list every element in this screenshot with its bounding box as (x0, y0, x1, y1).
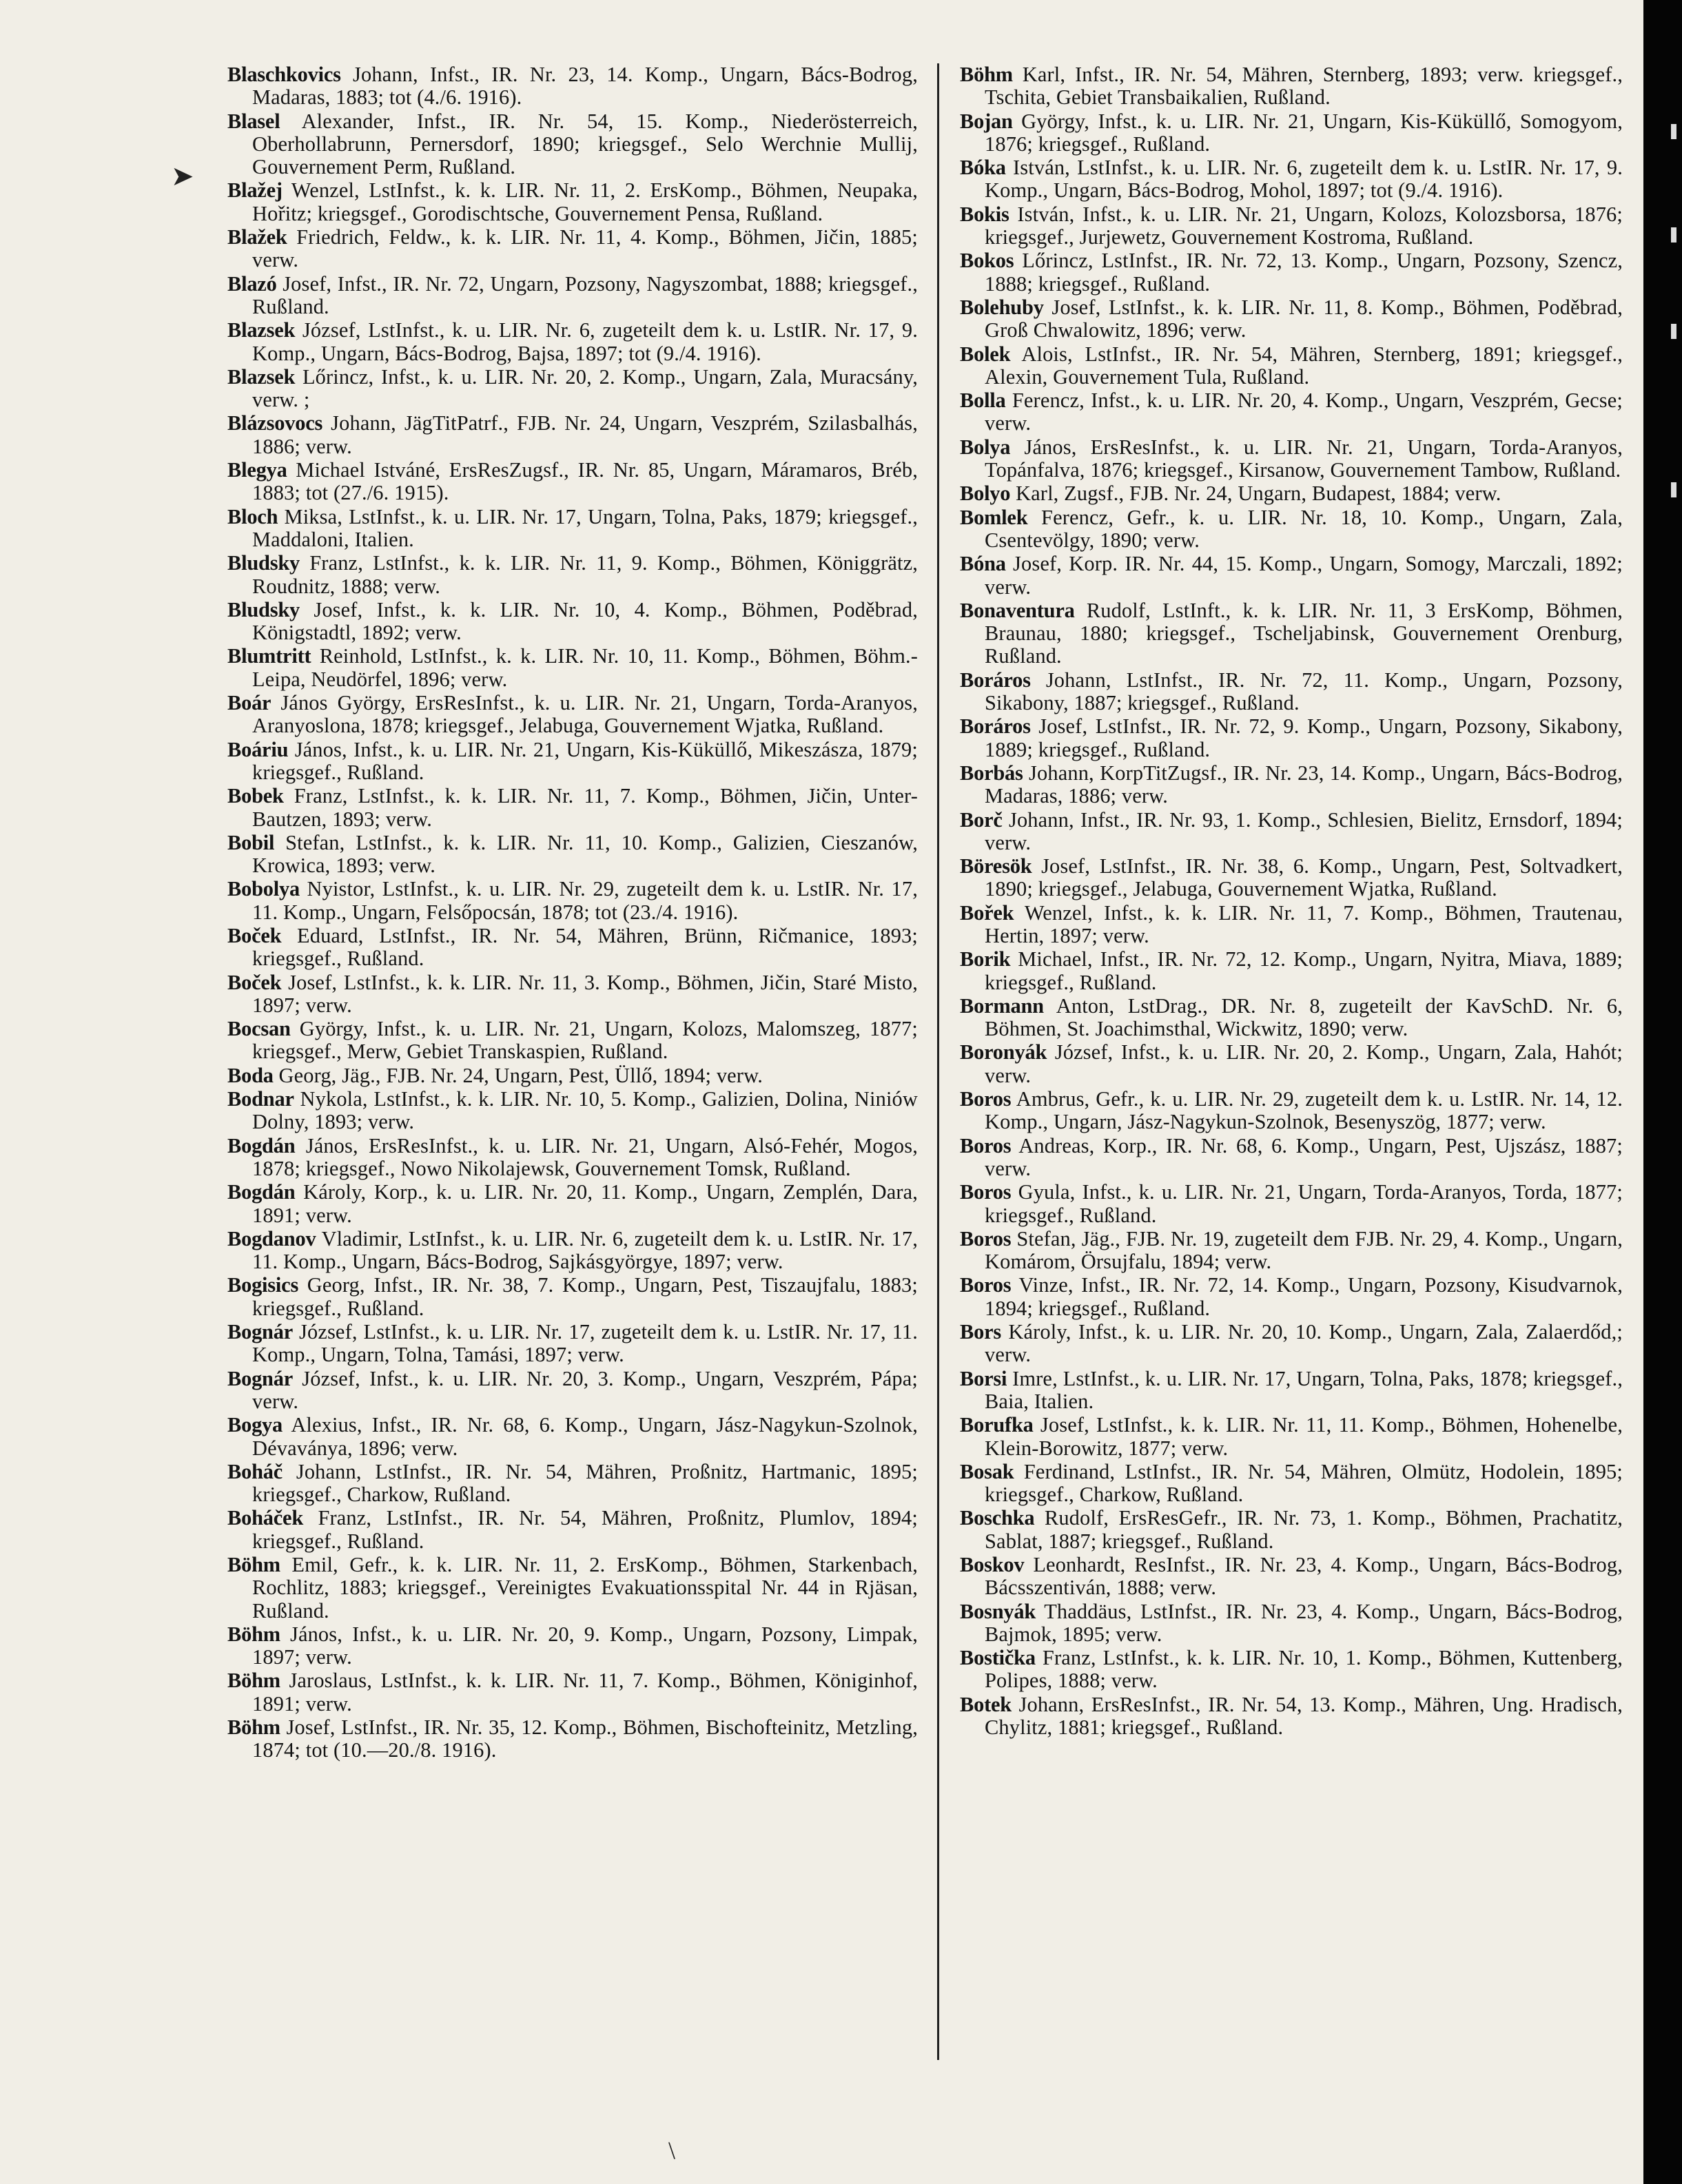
entry-details: Johann, JägTitPatrf., FJB. Nr. 24, Ungarn, Veszprém, Szilasbalhás, 1886; verw. (252, 411, 918, 458)
register-entry (960, 902, 1623, 948)
register-entry (960, 599, 1623, 668)
entry-details: Jaroslaus, LstInfst., k. k. LIR. Nr. 11, 7. Komp., Böhmen, Königinhof, 1891; verw. (252, 1669, 918, 1716)
register-entry (960, 1321, 1623, 1367)
register-entry (227, 785, 918, 831)
left-column (227, 63, 918, 1763)
entry-details: Reinhold, LstInfst., k. k. LIR. Nr. 10, 11. Komp., Böhmen, Böhm.-Leipa, Neudörfel, 1896; verw. (252, 644, 918, 691)
entry-surname: Blazsek (227, 318, 296, 342)
entry-details: János, Infst., k. u. LIR. Nr. 21, Ungarn, Kis-Küküllő, Mikeszásza, 1879; kriegsgef., Rußland. (252, 737, 918, 784)
entry-surname: Blažej (227, 178, 283, 203)
register-entry (960, 995, 1623, 1041)
entry-details: Karl, Infst., IR. Nr. 54, Mähren, Sternberg, 1893; verw. kriegsgef., Tschita, Gebiet Transbaikalien, Rußland. (985, 63, 1623, 110)
entry-details: Alexius, Infst., IR. Nr. 68, 6. Komp., Ungarn, Jász-Nagykun-Szolnok, Dévaványa, 1896; verw. (252, 1413, 918, 1460)
register-entry (960, 1228, 1623, 1274)
register-entry (960, 1693, 1623, 1740)
register-entry (960, 1461, 1623, 1507)
entry-details: Johann, KorpTitZugsf., IR. Nr. 23, 14. Komp., Ungarn, Bács-Bodrog, Madaras, 1886; verw. (985, 761, 1623, 808)
entry-details: Johann, Infst., IR. Nr. 93, 1. Komp., Schlesien, Bielitz, Ernsdorf, 1894; verw. (985, 807, 1623, 854)
entry-details: János, Infst., k. u. LIR. Nr. 20, 9. Komp., Ungarn, Pozsony, Limpak, 1897; verw. (252, 1622, 918, 1669)
entry-surname: Bors (960, 1320, 1001, 1344)
register-entry (960, 855, 1623, 901)
entry-surname: Bořek (960, 900, 1014, 925)
entry-details: István, LstInfst., k. u. LIR. Nr. 6, zugeteilt dem k. u. LstIR. Nr. 17, 9. Komp., Ungarn, Bács-Bodrog, Mohol, 1897; tot (9./4. 1916). (985, 156, 1623, 203)
register-entry (960, 482, 1623, 505)
entry-surname: Boáriu (227, 737, 289, 761)
register-entry (227, 366, 918, 412)
register-entry (960, 715, 1623, 761)
register-entry (960, 343, 1623, 389)
entry-surname: Borbás (960, 761, 1023, 785)
entry-details: Nykola, LstInfst., k. k. LIR. Nr. 10, 5. Komp., Galizien, Dolina, Niniów Dolny, 1893; verw. (252, 1087, 918, 1134)
register-entry (960, 110, 1623, 156)
entry-details: György, Infst., k. u. LIR. Nr. 21, Ungarn, Kis-Küküllő, Somogyom, 1876; kriegsgef., Rußland. (985, 109, 1623, 156)
entry-surname: Bobolya (227, 877, 300, 901)
entry-details: Josef, Infst., IR. Nr. 72, Ungarn, Pozsony, Nagyszombat, 1888; kriegsgef., Rußland. (252, 271, 918, 318)
register-entry (227, 1669, 918, 1716)
entry-details: Josef, Korp. IR. Nr. 44, 15. Komp., Ungarn, Somogy, Marczali, 1892; verw. (985, 552, 1623, 599)
entry-surname: Bonaventura (960, 598, 1075, 622)
entry-surname: Bokis (960, 202, 1009, 226)
register-entry (960, 63, 1623, 110)
entry-details: Emil, Gefr., k. k. LIR. Nr. 11, 2. ErsKomp., Böhmen, Starkenbach, Rochlitz, 1883; kriegsgef., Vereinigtes Evakuationsspital Nr. 44 in Rjäsan, Rußland. (252, 1553, 918, 1622)
entry-surname: Bobek (227, 784, 284, 808)
entry-surname: Boráros (960, 668, 1031, 692)
register-entry (227, 1507, 918, 1553)
register-entry (227, 110, 918, 179)
entry-details: Rudolf, LstInft., k. k. LIR. Nr. 11, 3 ErsKomp, Böhmen, Braunau, 1880; kriegsgef., Tscheljabinsk, Gouvernement Orenburg, Rußland. (985, 598, 1623, 668)
register-entry (960, 1274, 1623, 1320)
entry-details: Ferdinand, LstInfst., IR. Nr. 54, Mähren, Olmütz, Hodolein, 1895; kriegsgef., Charkow, Rußland. (985, 1459, 1623, 1507)
entry-surname: Bognár (227, 1320, 294, 1344)
entry-details: Wenzel, LstInfst., k. k. LIR. Nr. 11, 2. ErsKomp., Böhmen, Neupaka, Hořitz; kriegsgef., Gorodischtsche, Gouvernement Pensa, Rußland. (252, 178, 918, 225)
register-entry (960, 948, 1623, 994)
entry-details: Lőrincz, LstInfst., IR. Nr. 72, 13. Komp., Ungarn, Pozsony, Szencz, 1888; kriegsgef., Rußland. (985, 249, 1623, 296)
register-entry (227, 739, 918, 785)
register-entry (960, 1507, 1623, 1553)
margin-mark-arrow: ➤ (171, 161, 194, 192)
entry-surname: Bolek (960, 342, 1011, 366)
entry-surname: Bomlek (960, 505, 1028, 529)
entry-surname: Bludsky (227, 597, 300, 621)
entry-surname: Bogdán (227, 1133, 296, 1157)
register-entry (227, 599, 918, 645)
register-entry (227, 459, 918, 505)
entry-details: Wenzel, Infst., k. k. LIR. Nr. 11, 7. Komp., Böhmen, Trautenau, Hertin, 1897; verw. (985, 900, 1623, 947)
entry-details: Josef, LstInfst., IR. Nr. 38, 6. Komp., Ungarn, Pest, Soltvadkert, 1890; kriegsgef., Jelabuga, Gouvernement Wjatka, Rußland. (985, 854, 1623, 901)
entry-surname: Bormann (960, 993, 1044, 1018)
entry-surname: Böhm (227, 1553, 280, 1576)
entry-details: Friedrich, Feldw., k. k. LIR. Nr. 11, 4. Komp., Böhmen, Jičin, 1885; verw. (252, 225, 918, 272)
register-entry (960, 249, 1623, 296)
entry-details: Johann, LstInfst., IR. Nr. 72, 11. Komp., Ungarn, Pozsony, Sikabony, 1887; kriegsgef., Rußland. (985, 668, 1623, 715)
register-entry (227, 1018, 918, 1064)
entry-surname: Boros (960, 1087, 1012, 1111)
entry-surname: Bogdanov (227, 1226, 316, 1250)
entry-surname: Bosak (960, 1459, 1014, 1483)
entry-surname: Boschka (960, 1506, 1035, 1530)
register-entry (227, 1368, 918, 1414)
register-entry (960, 389, 1623, 435)
register-entry (960, 553, 1623, 599)
entry-details: Michael Istváné, ErsResZugsf., IR. Nr. 85, Ungarn, Máramaros, Bréb, 1883; tot (27./6. 1915). (252, 458, 918, 505)
entry-surname: Borufka (960, 1413, 1034, 1437)
register-entry (227, 1321, 918, 1367)
entry-surname: Boček (227, 970, 282, 994)
entry-details: Károly, Infst., k. u. LIR. Nr. 20, 10. Komp., Ungarn, Zala, Zalaerdőd,; verw. (985, 1320, 1623, 1367)
entry-surname: Boros (960, 1226, 1012, 1250)
entry-details: György, Infst., k. u. LIR. Nr. 21, Ungarn, Kolozs, Malomszeg, 1877; kriegsgef., Merw, Gebiet Transkaspien, Rußland. (252, 1017, 918, 1064)
entry-details: Eduard, LstInfst., IR. Nr. 54, Mähren, Brünn, Ričmanice, 1893; kriegsgef., Rußland. (252, 923, 918, 971)
entry-surname: Blasel (227, 109, 280, 133)
entry-details: Johann, LstInfst., IR. Nr. 54, Mähren, Proßnitz, Hartmanic, 1895; kriegsgef., Charkow, Rußland. (252, 1459, 918, 1507)
register-entry (960, 669, 1623, 715)
entry-surname: Bolehuby (960, 295, 1044, 319)
entry-surname: Bóka (960, 156, 1006, 180)
entry-surname: Boháček (227, 1506, 304, 1530)
entry-details: Josef, LstInfst., IR. Nr. 35, 12. Komp., Böhmen, Bischofteinitz, Metzling, 1874; tot (10.—20./8. 1916). (252, 1716, 918, 1762)
entry-details: Ferencz, Gefr., k. u. LIR. Nr. 18, 10. Komp., Ungarn, Zala, Csentevölgy, 1890; verw. (985, 505, 1623, 552)
register-entry (227, 506, 918, 552)
entry-surname: Bloch (227, 504, 278, 528)
entry-details: Georg, Jäg., FJB. Nr. 24, Ungarn, Pest, Üllő, 1894; verw. (273, 1063, 763, 1087)
register-entry (227, 273, 918, 319)
entry-surname: Bogya (227, 1413, 283, 1437)
entry-details: Michael, Infst., IR. Nr. 72, 12. Komp., Ungarn, Nyitra, Miava, 1889; kriegsgef., Rußland. (985, 947, 1623, 994)
entry-details: István, Infst., k. u. LIR. Nr. 21, Ungarn, Kolozs, Kolozsborsa, 1876; kriegsgef., Jurjewetz, Gouvernement Kostroma, Rußland. (985, 202, 1623, 249)
entry-surname: Boček (227, 923, 282, 947)
register-entry (960, 809, 1623, 855)
entry-details: Karl, Zugsf., FJB. Nr. 24, Ungarn, Budapest, 1884; verw. (1010, 482, 1501, 506)
register-entry (227, 226, 918, 272)
entry-details: Anton, LstDrag., DR. Nr. 8, zugeteilt der KavSchD. Nr. 6, Böhmen, St. Joachimsthal, Wickwitz, 1890; verw. (985, 993, 1623, 1041)
entry-surname: Böhm (227, 1669, 280, 1693)
entry-details: Nyistor, LstInfst., k. u. LIR. Nr. 29, zugeteilt dem k. u. LstIR. Nr. 17, 11. Komp., Ungarn, Felsőpocsán, 1878; tot (23./4. 1916). (252, 877, 918, 924)
register-entry (227, 692, 918, 738)
entry-details: Stefan, Jäg., FJB. Nr. 19, zugeteilt dem FJB. Nr. 29, 4. Komp., Ungarn, Komárom, Örsujfalu, 1894; verw. (985, 1226, 1623, 1274)
entry-details: Leonhardt, ResInfst., IR. Nr. 23, 4. Komp., Ungarn, Bács-Bodrog, Bácsszentiván, 1888; verw. (985, 1553, 1623, 1600)
register-entry (227, 1181, 918, 1227)
entry-surname: Borč (960, 807, 1003, 832)
register-entry (960, 1554, 1623, 1600)
entry-surname: Borsi (960, 1366, 1007, 1390)
entry-surname: Blázsovocs (227, 411, 323, 435)
right-column (960, 63, 1623, 1740)
register-entry (227, 319, 918, 365)
entry-surname: Bokos (960, 249, 1014, 273)
entry-surname: Boros (960, 1273, 1012, 1297)
entry-details: József, Infst., k. u. LIR. Nr. 20, 2. Komp., Ungarn, Zala, Hahót; verw. (985, 1040, 1623, 1087)
edge-tick (1671, 324, 1676, 339)
register-entry (227, 412, 918, 458)
register-entry (960, 203, 1623, 249)
entry-surname: Bobil (227, 830, 275, 854)
entry-surname: Böresök (960, 854, 1032, 878)
register-entry (960, 296, 1623, 342)
entry-details: Josef, LstInfst., IR. Nr. 72, 9. Komp., Ungarn, Pozsony, Sikabony, 1889; kriegsgef., Rußland. (985, 714, 1623, 761)
entry-surname: Blumtritt (227, 644, 311, 668)
register-entry (960, 762, 1623, 808)
entry-surname: Bocsan (227, 1017, 291, 1041)
entry-surname: Bojan (960, 109, 1013, 133)
entry-surname: Bolyo (960, 482, 1011, 506)
entry-details: Károly, Korp., k. u. LIR. Nr. 20, 11. Komp., Ungarn, Zemplén, Dara, 1891; verw. (252, 1180, 918, 1227)
register-entry (227, 1088, 918, 1134)
register-entry (960, 1600, 1623, 1647)
register-entry (227, 1228, 918, 1274)
column-divider (937, 63, 939, 2060)
register-entry (227, 925, 918, 971)
entry-surname: Bogdán (227, 1180, 296, 1204)
register-entry (227, 1274, 918, 1320)
register-entry (227, 1461, 918, 1507)
register-entry (960, 506, 1623, 553)
entry-details: Josef, LstInfst., k. k. LIR. Nr. 11, 3. Komp., Böhmen, Jičin, Staré Misto, 1897; verw. (252, 970, 918, 1017)
entry-details: Thaddäus, LstInfst., IR. Nr. 23, 4. Komp., Ungarn, Bács-Bodrog, Bajmok, 1895; verw. (985, 1599, 1623, 1646)
edge-tick (1671, 227, 1676, 243)
entry-surname: Böhm (227, 1716, 280, 1740)
entry-details: Rudolf, ErsResGefr., IR. Nr. 73, 1. Komp., Böhmen, Prachatitz, Sablat, 1887; kriegsgef., Rußland. (985, 1506, 1623, 1553)
register-entry (227, 878, 918, 924)
entry-details: Ferencz, Infst., k. u. LIR. Nr. 20, 4. Komp., Ungarn, Veszprém, Gecse; verw. (985, 389, 1623, 435)
entry-details: Andreas, Korp., IR. Nr. 68, 6. Komp., Ungarn, Pest, Ujszász, 1887; verw. (985, 1133, 1623, 1180)
entry-details: János, ErsResInfst., k. u. LIR. Nr. 21, Ungarn, Alsó-Fehér, Mogos, 1878; kriegsgef., Nowo Nikolajewsk, Gouvernement Tomsk, Rußland. (252, 1133, 918, 1180)
entry-details: Alexander, Infst., IR. Nr. 54, 15. Komp., Niederösterreich, Oberhollabrunn, Pernersdorf, 1890; kriegsgef., Selo Werchnie Mullij, Gouvernement Perm, Rußland. (252, 109, 918, 179)
entry-surname: Boráros (960, 714, 1031, 739)
register-entry (227, 179, 918, 225)
entry-surname: Boros (960, 1180, 1012, 1204)
entry-details: József, Infst., k. u. LIR. Nr. 20, 3. Komp., Ungarn, Veszprém, Pápa; verw. (252, 1366, 918, 1413)
register-entry (960, 1181, 1623, 1227)
entry-surname: Boár (227, 691, 271, 715)
entry-surname: Blažek (227, 225, 287, 249)
entry-details: Ambrus, Gefr., k. u. LIR. Nr. 29, zugeteilt dem k. u. LstIR. Nr. 14, 12. Komp., Ungarn, Jász-Nagykun-Szolnok, Besenyszög, 1877; verw. (985, 1087, 1623, 1134)
entry-details: János, ErsResInfst., k. u. LIR. Nr. 21, Ungarn, Torda-Aranyos, Topánfalva, 1876; kriegsgef., Kirsanow, Gouvernement Tambow, Rußland. (985, 435, 1623, 482)
register-entry (227, 63, 918, 110)
entry-surname: Blegya (227, 458, 287, 482)
register-entry (960, 1414, 1623, 1460)
entry-details: József, LstInfst., k. u. LIR. Nr. 17, zugeteilt dem k. u. LstIR. Nr. 17, 11. Komp., Ungarn, Tolna, Tamási, 1897; verw. (252, 1320, 918, 1367)
entry-surname: Boháč (227, 1459, 283, 1483)
entry-details: Alois, LstInfst., IR. Nr. 54, Mähren, Sternberg, 1891; kriegsgef., Alexin, Gouvernement Tula, Rußland. (985, 342, 1623, 389)
entry-surname: Boros (960, 1133, 1012, 1157)
entry-surname: Bognár (227, 1366, 294, 1390)
entry-details: Johann, ErsResInfst., IR. Nr. 54, 13. Komp., Mähren, Ung. Hradisch, Chylitz, 1881; kriegsgef., Rußland. (985, 1692, 1623, 1740)
register-entry (227, 1623, 918, 1669)
stray-mark: \ (668, 2136, 676, 2164)
register-entry (227, 1135, 918, 1181)
entry-surname: Blazsek (227, 364, 296, 389)
entry-details: Georg, Infst., IR. Nr. 38, 7. Komp., Ungarn, Pest, Tiszaujfalu, 1883; kriegsgef., Rußland. (252, 1273, 918, 1320)
scan-dark-edge (1643, 0, 1682, 2184)
entry-surname: Bogisics (227, 1273, 299, 1297)
entry-surname: Bolla (960, 389, 1006, 413)
entry-surname: Bodnar (227, 1087, 294, 1111)
edge-tick (1671, 482, 1676, 497)
edge-tick (1671, 124, 1676, 139)
entry-details: Imre, LstInfst., k. u. LIR. Nr. 17, Ungarn, Tolna, Paks, 1878; kriegsgef., Baia, Italien. (985, 1366, 1623, 1413)
entry-details: Josef, LstInfst., k. k. LIR. Nr. 11, 11. Komp., Böhmen, Hohenelbe, Klein-Borowitz, 1877; verw. (985, 1413, 1623, 1460)
register-entry (227, 1414, 918, 1460)
entry-details: József, LstInfst., k. u. LIR. Nr. 6, zugeteilt dem k. u. LstIR. Nr. 17, 9. Komp., Ungarn, Bács-Bodrog, Bajsa, 1897; tot (9./4. 1916). (252, 318, 918, 365)
entry-details: Johann, Infst., IR. Nr. 23, 14. Komp., Ungarn, Bács-Bodrog, Madaras, 1883; tot (4./6. 1916). (252, 63, 918, 110)
register-entry (960, 436, 1623, 482)
register-entry (227, 1064, 918, 1087)
entry-details: Franz, LstInfst., IR. Nr. 54, Mähren, Proßnitz, Plumlov, 1894; kriegsgef., Rußland. (252, 1506, 918, 1553)
register-entry (960, 1135, 1623, 1181)
register-entry (960, 1368, 1623, 1414)
entry-surname: Boskov (960, 1553, 1025, 1576)
entry-details: Gyula, Infst., k. u. LIR. Nr. 21, Ungarn, Torda-Aranyos, Torda, 1877; kriegsgef., Rußland. (985, 1180, 1623, 1227)
entry-details: János György, ErsResInfst., k. u. LIR. Nr. 21, Ungarn, Torda-Aranyos, Aranyoslona, 1878; kriegsgef., Jelabuga, Gouvernement Wjatka, Rußland. (252, 691, 918, 738)
entry-surname: Boronyák (960, 1040, 1047, 1064)
register-entry (227, 552, 918, 598)
entry-details: Lőrincz, Infst., k. u. LIR. Nr. 20, 2. Komp., Ungarn, Zala, Muracsány, verw. ; (252, 364, 918, 412)
register-entry (227, 1554, 918, 1622)
entry-surname: Böhm (227, 1622, 280, 1646)
entry-details: Franz, LstInfst., k. k. LIR. Nr. 11, 9. Komp., Böhmen, Königgrätz, Roudnitz, 1888; verw. (252, 551, 918, 598)
register-entry (960, 1647, 1623, 1693)
entry-details: Vinze, Infst., IR. Nr. 72, 14. Komp., Ungarn, Pozsony, Kisudvarnok, 1894; kriegsgef., Rußland. (985, 1273, 1623, 1320)
entry-details: Miksa, LstInfst., k. u. LIR. Nr. 17, Ungarn, Tolna, Paks, 1879; kriegsgef., Maddaloni, Italien. (252, 504, 918, 551)
register-entry (960, 1041, 1623, 1087)
entry-surname: Borik (960, 947, 1011, 971)
entry-details: Vladimir, LstInfst., k. u. LIR. Nr. 6, zugeteilt dem k. u. LstIR. Nr. 17, 11. Komp., Ungarn, Bács-Bodrog, Sajkásgyörgye, 1897; verw. (252, 1226, 918, 1274)
entry-surname: Botek (960, 1692, 1012, 1716)
register-entry (960, 156, 1623, 203)
entry-details: Franz, LstInfst., k. k. LIR. Nr. 11, 7. Komp., Böhmen, Jičin, Unter-Bautzen, 1893; verw. (252, 784, 918, 831)
entry-details: Franz, LstInfst., k. k. LIR. Nr. 10, 1. Komp., Böhmen, Kuttenberg, Polipes, 1888; verw. (985, 1646, 1623, 1693)
entry-surname: Böhm (960, 63, 1013, 86)
register-entry (227, 971, 918, 1018)
entry-surname: Bóna (960, 552, 1006, 576)
entry-details: Stefan, LstInfst., k. k. LIR. Nr. 11, 10. Komp., Galizien, Cieszanów, Krowica, 1893; verw. (252, 830, 918, 878)
entry-surname: Bludsky (227, 551, 300, 575)
register-entry (960, 1088, 1623, 1134)
register-entry (227, 1716, 918, 1762)
entry-surname: Bostička (960, 1646, 1036, 1670)
entry-details: Josef, Infst., k. k. LIR. Nr. 10, 4. Komp., Böhmen, Poděbrad, Königstadtl, 1892; verw. (252, 597, 918, 645)
entry-surname: Blazó (227, 271, 277, 296)
entry-surname: Blaschkovics (227, 63, 341, 86)
entry-details: Josef, LstInfst., k. k. LIR. Nr. 11, 8. Komp., Böhmen, Poděbrad, Groß Chwalowitz, 1896; verw. (985, 295, 1623, 342)
register-entry (227, 832, 918, 878)
register-entry (227, 645, 918, 691)
entry-surname: Bosnyák (960, 1599, 1036, 1623)
entry-surname: Boda (227, 1063, 274, 1087)
entry-surname: Bolya (960, 435, 1011, 459)
